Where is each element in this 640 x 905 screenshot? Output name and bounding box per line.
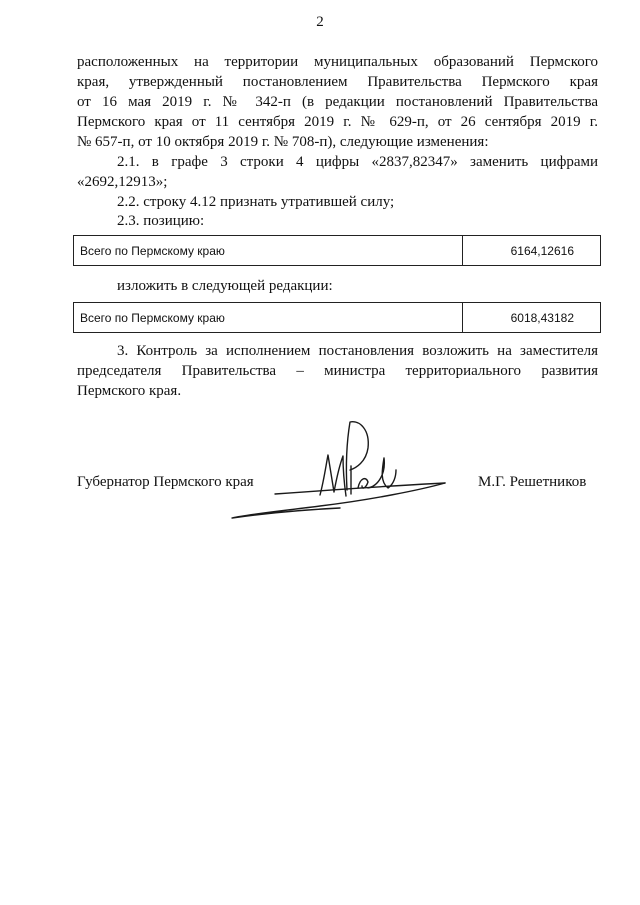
intro-line-1: расположенных на территории муниципальных образований Пермского: [77, 54, 598, 70]
intro-line-3: от 16 мая 2019 г. № 342-п (в редакции постановлений Правительства: [77, 94, 598, 110]
item-2-3: 2.3. позицию:: [117, 213, 205, 229]
handwritten-signature: [220, 410, 470, 530]
governor-title: Губернатор Пермского края: [77, 474, 254, 490]
governor-name: М.Г. Решетников: [478, 474, 587, 490]
restate-text: изложить в следующей редакции:: [117, 278, 333, 294]
item-3-line-2: председателя Правительства – министра территориального развития: [77, 363, 598, 379]
item-3-line-1: 3. Контроль за исполнением постановления возложить на заместителя: [117, 343, 598, 359]
table-new-value: 6018,43182: [463, 303, 601, 333]
item-3-line-3: Пермского края.: [77, 383, 182, 399]
intro-paragraph: [77, 52, 598, 152]
intro-line-2: края, утвержденный постановлением Правительства Пермского края: [77, 74, 598, 90]
table-new-position: [73, 302, 601, 333]
item-2-1-line-1: 2.1. в графе 3 строки 4 цифры «2837,82347» заменить цифрами: [117, 154, 598, 170]
page-number: 2: [316, 14, 324, 30]
table-old-position: [73, 235, 601, 266]
item-2-2: 2.2. строку 4.12 признать утратившей силу;: [117, 194, 395, 210]
table-new-label: Всего по Пермскому краю: [74, 303, 463, 333]
table-row: [74, 303, 601, 333]
intro-line-5: № 657-п, от 10 октября 2019 г. № 708-п), следующие изменения:: [77, 134, 489, 150]
item-2-1-line-2: «2692,12913»;: [77, 174, 168, 190]
table-old-label: Всего по Пермскому краю: [74, 236, 463, 266]
table-old-value: 6164,12616: [463, 236, 601, 266]
table-row: [74, 236, 601, 266]
intro-line-4: Пермского края от 11 сентября 2019 г. № 629-п, от 26 сентября 2019 г.: [77, 114, 598, 130]
